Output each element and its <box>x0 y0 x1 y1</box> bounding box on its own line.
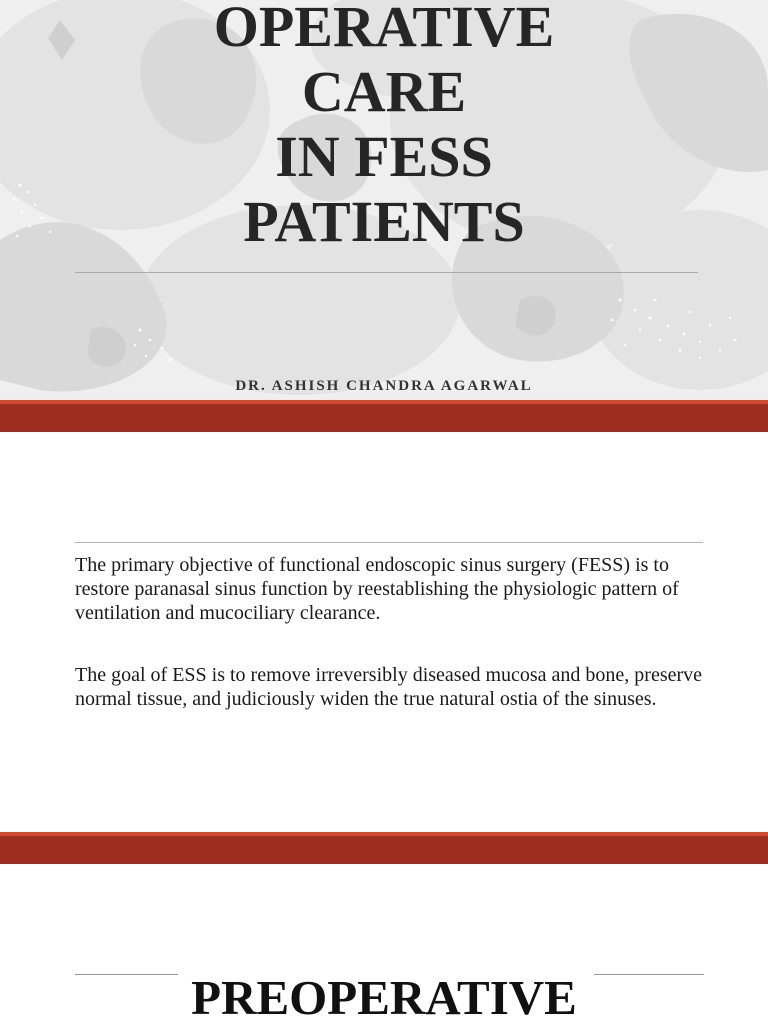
title-divider <box>75 272 698 273</box>
section-heading: PREOPERATIVE <box>191 970 577 1025</box>
accent-band-highlight <box>0 400 768 404</box>
content-divider <box>75 542 703 543</box>
author-name: DR. ASHISH CHANDRA AGARWAL <box>235 378 533 394</box>
presentation-title <box>0 0 768 254</box>
title-slide <box>0 0 768 400</box>
title-line: OPERATIVE <box>213 0 555 59</box>
objective-paragraph: The primary objective of functional endoscopic sinus surgery (FESS) is to restore paranasal sinus function by reestablishing the physiologic pattern of ventilation and mucociliary clearance. <box>75 554 679 624</box>
title-line: PATIENTS <box>243 189 525 254</box>
accent-band <box>0 400 768 432</box>
title-line: IN FESS <box>275 124 493 189</box>
accent-band-highlight <box>0 832 768 836</box>
title-line: CARE <box>301 59 467 124</box>
accent-band <box>0 832 768 864</box>
goal-paragraph: The goal of ESS is to remove irreversibly diseased mucosa and bone, preserve normal tissue, and judiciously widen the true natural ostia of the sinuses. <box>75 664 703 710</box>
